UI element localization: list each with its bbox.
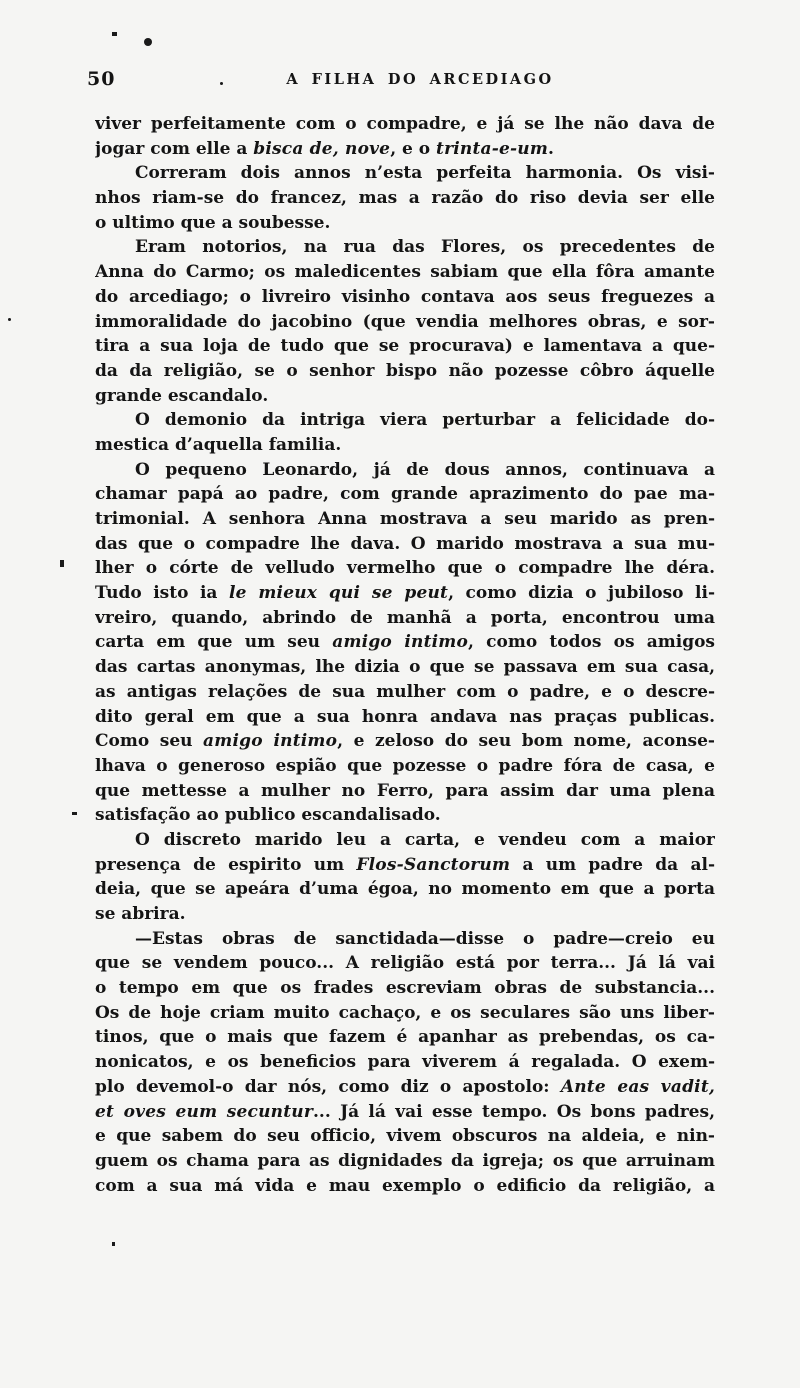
text-line: carta em que um seu amigo intimo, como todos os amigos: [95, 632, 715, 653]
text-line: lhava o generoso espião que pozesse o padre fóra de casa, e: [95, 755, 715, 776]
text-line: Tudo isto ia le mieux qui se peut, como dizia o jubiloso li-: [95, 583, 715, 604]
text-line: se abrira.: [95, 904, 186, 924]
text-line: nhos riam-se do francez, mas a razão do riso devia ser elle: [95, 188, 715, 209]
text-line: dito geral em que a sua honra andava nas praças publicas.: [95, 706, 715, 727]
text-line: Como seu amigo intimo, e zeloso do seu bom nome, aconse-: [95, 731, 715, 752]
ink-speck: [8, 318, 11, 321]
running-head: [87, 68, 715, 94]
ink-speck: [72, 812, 77, 815]
ink-speck: [220, 82, 223, 85]
text-line: e que sabem do seu officio, vivem obscuros na aldeia, e nin-: [95, 1126, 715, 1147]
text-line: que se vendem pouco... A religião está por terra... Já lá vai: [95, 953, 715, 974]
text-line: as antigas relações de sua mulher com o padre, e o descre-: [95, 681, 715, 702]
text-line: das que o compadre lhe dava. O marido mostrava a sua mu-: [95, 533, 715, 554]
text-line: —Estas obras de sanctidada—disse o padre—creio eu: [135, 928, 715, 949]
text-line: chamar papá ao padre, com grande aprazimento do pae ma-: [95, 484, 715, 505]
text-line: O discreto marido leu a carta, e vendeu com a maior: [135, 829, 715, 850]
text-line: do arcediago; o livreiro visinho contava aos seus freguezes a: [95, 286, 715, 307]
text-line: O demonio da intriga viera perturbar a felicidade do-: [135, 410, 715, 431]
ink-speck: [60, 560, 64, 567]
text-line: tira a sua loja de tudo que se procurava) e lamentava a que-: [95, 336, 715, 357]
text-line: das cartas anonymas, lhe dizia o que se passava em sua casa,: [95, 657, 715, 678]
text-line: vreiro, quando, abrindo de manhã a porta, encontrou uma: [95, 607, 715, 628]
text-line: guem os chama para as dignidades da igreja; os que arruinam: [95, 1150, 715, 1171]
text-line: da da religião, se o senhor bispo não pozesse côbro áquelle: [95, 360, 715, 381]
text-line: grande escandalo.: [95, 385, 269, 406]
text-line: plo devemol-o dar nós, como diz o apostolo: Ante eas vadit,: [95, 1076, 715, 1097]
text-line: Anna do Carmo; os maledicentes sabiam que ella fôra amante: [95, 262, 715, 283]
page-number: 50: [87, 68, 116, 90]
running-title: A FILHA DO ARCEDIAGO: [286, 71, 554, 88]
ink-speck: [112, 32, 117, 36]
text-line: immoralidade do jacobino (que vendia melhores obras, e sor-: [95, 311, 715, 332]
text-line: trimonial. A senhora Anna mostrava a seu marido as pren-: [95, 509, 715, 529]
text-line: viver perfeitamente com o compadre, e já se lhe não dava de: [95, 114, 715, 134]
text-line: Os de hoje criam muito cachaço, e os seculares são uns liber-: [95, 1002, 715, 1023]
ink-speck: [144, 38, 152, 46]
text-line: presença de espirito um Flos-Sanctorum a um padre da al-: [95, 854, 715, 875]
text-line: jogar com elle a bisca de, nove, e o trinta-e-um.: [95, 138, 554, 159]
text-line: mestica d’aquella familia.: [95, 434, 342, 455]
text-line: o ultimo que a soubesse.: [95, 212, 331, 233]
text-line: Eram notorios, na rua das Flores, os precedentes de: [135, 237, 715, 258]
text-line: que mettesse a mulher no Ferro, para assim dar uma plena: [95, 780, 715, 801]
text-line: lher o córte de velludo vermelho que o compadre lhe déra.: [95, 558, 715, 579]
text-line: satisfação ao publico escandalisado.: [95, 805, 441, 826]
text-line: nonicatos, e os beneficios para viverem á regalada. O exem-: [95, 1052, 715, 1073]
text-line: com a sua má vida e mau exemplo o edificio da religião, a: [95, 1175, 715, 1196]
text-line: tinos, que o mais que fazem é apanhar as prebendas, os ca-: [95, 1027, 715, 1048]
ink-speck: [112, 1242, 115, 1246]
text-line: deia, que se apeára d’uma égoa, no momento em que a porta: [95, 879, 715, 900]
text-line: o tempo em que os frades escreviam obras de substancia...: [95, 978, 715, 999]
text-line: Correram dois annos n’esta perfeita harmonia. Os visi-: [135, 163, 715, 184]
text-line: O pequeno Leonardo, já de dous annos, continuava a: [135, 459, 715, 480]
body-text: [95, 112, 715, 1198]
text-line: et oves eum secuntur... Já lá vai esse tempo. Os bons padres,: [95, 1101, 715, 1122]
